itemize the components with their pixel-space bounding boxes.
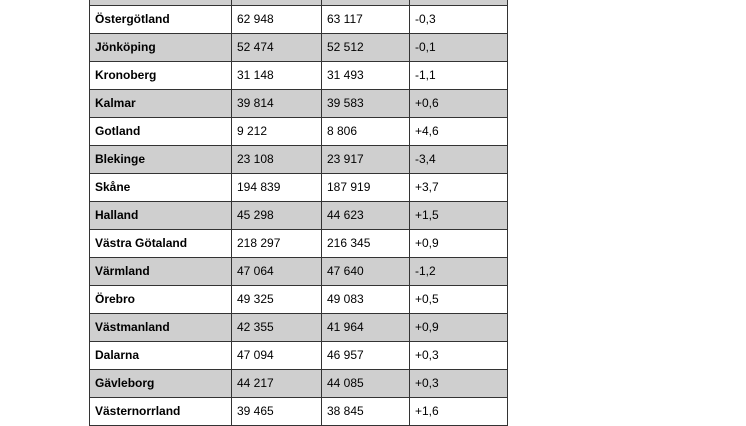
value-cell-1: 47 064 xyxy=(232,258,322,286)
value-cell-2: 39 583 xyxy=(322,90,410,118)
county-name-cell: Kalmar xyxy=(90,90,232,118)
change-cell: +1,6 xyxy=(410,398,508,426)
county-name-cell: Västernorrland xyxy=(90,398,232,426)
value-cell-2: 46 957 xyxy=(322,342,410,370)
value-cell-1: 218 297 xyxy=(232,230,322,258)
value-cell-1: 42 355 xyxy=(232,314,322,342)
county-name-cell: Gotland xyxy=(90,118,232,146)
change-cell: +0,9 xyxy=(410,314,508,342)
table-row xyxy=(90,34,508,62)
value-cell-1: 45 298 xyxy=(232,202,322,230)
table-row xyxy=(90,6,508,34)
table-body xyxy=(90,0,508,426)
county-name-cell: Dalarna xyxy=(90,342,232,370)
value-cell-1: 31 148 xyxy=(232,62,322,90)
table-row xyxy=(90,62,508,90)
table-row xyxy=(90,314,508,342)
value-cell-1: 44 217 xyxy=(232,370,322,398)
table-row xyxy=(90,370,508,398)
county-name-cell: Kronoberg xyxy=(90,62,232,90)
county-name-cell: Östergötland xyxy=(90,6,232,34)
change-cell: +0,6 xyxy=(410,90,508,118)
table-row xyxy=(90,286,508,314)
change-cell: -0,3 xyxy=(410,6,508,34)
change-cell: +0,3 xyxy=(410,342,508,370)
county-name-cell: Västra Götaland xyxy=(90,230,232,258)
value-cell-1: 39 465 xyxy=(232,398,322,426)
value-cell-1: 49 325 xyxy=(232,286,322,314)
value-cell-2: 23 917 xyxy=(322,146,410,174)
value-cell-2: 47 640 xyxy=(322,258,410,286)
county-name-cell: Halland xyxy=(90,202,232,230)
table-row xyxy=(90,174,508,202)
value-cell-2: 216 345 xyxy=(322,230,410,258)
table-row xyxy=(90,118,508,146)
county-name-cell: Västmanland xyxy=(90,314,232,342)
value-cell-2: 63 117 xyxy=(322,6,410,34)
county-name-cell: Blekinge xyxy=(90,146,232,174)
change-cell: -3,4 xyxy=(410,146,508,174)
value-cell-2: 8 806 xyxy=(322,118,410,146)
value-cell-2: 44 085 xyxy=(322,370,410,398)
value-cell-1: 194 839 xyxy=(232,174,322,202)
change-cell: -0,1 xyxy=(410,34,508,62)
table-row xyxy=(90,202,508,230)
change-cell: +0,3 xyxy=(410,370,508,398)
change-cell: +4,6 xyxy=(410,118,508,146)
county-name-cell: Örebro xyxy=(90,286,232,314)
value-cell-2: 44 623 xyxy=(322,202,410,230)
table-row xyxy=(90,258,508,286)
value-cell-1: 47 094 xyxy=(232,342,322,370)
value-cell-2: 187 919 xyxy=(322,174,410,202)
table-row xyxy=(90,342,508,370)
county-name-cell: Skåne xyxy=(90,174,232,202)
value-cell-2: 52 512 xyxy=(322,34,410,62)
value-cell-1: 62 948 xyxy=(232,6,322,34)
value-cell-2: 41 964 xyxy=(322,314,410,342)
value-cell-1: 39 814 xyxy=(232,90,322,118)
county-name-cell: Jönköping xyxy=(90,34,232,62)
change-cell: +1,5 xyxy=(410,202,508,230)
change-cell: +0,5 xyxy=(410,286,508,314)
value-cell-1: 23 108 xyxy=(232,146,322,174)
county-name-cell: Gävleborg xyxy=(90,370,232,398)
county-statistics-table xyxy=(89,0,508,426)
table-row xyxy=(90,398,508,426)
change-cell: -1,2 xyxy=(410,258,508,286)
value-cell-2: 38 845 xyxy=(322,398,410,426)
table-row xyxy=(90,146,508,174)
value-cell-2: 31 493 xyxy=(322,62,410,90)
value-cell-1: 52 474 xyxy=(232,34,322,62)
change-cell: +0,9 xyxy=(410,230,508,258)
table-row xyxy=(90,90,508,118)
table-row xyxy=(90,230,508,258)
value-cell-2: 49 083 xyxy=(322,286,410,314)
change-cell: +3,7 xyxy=(410,174,508,202)
county-name-cell: Värmland xyxy=(90,258,232,286)
change-cell: -1,1 xyxy=(410,62,508,90)
value-cell-1: 9 212 xyxy=(232,118,322,146)
